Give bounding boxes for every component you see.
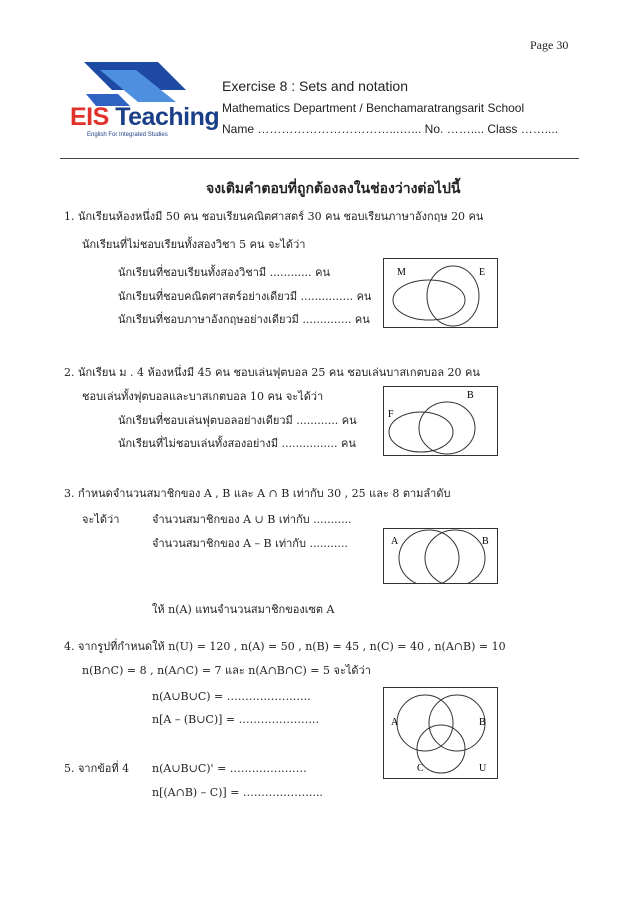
logo-swoosh-icon xyxy=(84,62,186,106)
q2-answer-football-only: นักเรียนที่ชอบเล่นฟุตบอลอย่างเดียวมี ............ คน xyxy=(118,414,357,427)
q3-venn-label-b: B xyxy=(482,536,489,547)
q1-answer-english-only: นักเรียนที่ชอบภาษาอังกฤษอย่างเดียวมี .............. คน xyxy=(118,313,370,326)
q3-venn-set-a xyxy=(399,530,459,584)
q1-venn-label-e: E xyxy=(479,267,486,278)
q4-venn-set-c xyxy=(417,725,465,773)
q2-line2: ชอบเล่นทั้งฟุตบอลและบาสเกตบอล 10 คน จะได้ว่า xyxy=(82,390,324,403)
q3-lead: จะได้ว่า xyxy=(82,513,120,526)
q2-venn-diagram xyxy=(383,386,498,456)
q3-answer-union: จำนวนสมาชิกของ A ∪ B เท่ากับ ........... xyxy=(152,513,352,526)
q4-venn-diagram xyxy=(383,687,498,779)
q4-line1: 4. จากรูปที่กำหนดให้ n(U) = 120 , n(A) = 50 , n(B) = 45 , n(C) = 40 , n(A∩B) = 10 xyxy=(64,640,506,653)
q1-venn-diagram xyxy=(383,258,498,328)
q3-venn-diagram xyxy=(383,528,498,584)
q1-venn-label-m: M xyxy=(397,267,406,278)
q4-venn-set-a xyxy=(397,695,453,751)
q1-line2: นักเรียนที่ไม่ชอบเรียนทั้งสองวิชา 5 คน จะได้ว่า xyxy=(82,238,306,251)
q4-answer-a-minus: n[A – (B∪C)] = …………………. xyxy=(152,713,320,726)
q5-answer-complement: n(A∪B∪C)' = ………………… xyxy=(152,762,307,775)
q4-venn-set-b xyxy=(429,695,485,751)
page-number: Page 30 xyxy=(530,38,569,52)
q3-line1: 3. กำหนดจำนวนสมาชิกของ A , B และ A ∩ B เท่ากับ 30 , 25 และ 8 ตามลำดับ xyxy=(64,487,451,500)
logo-tagline: English For Integrated Studies xyxy=(87,132,168,138)
logo-wordmark-teaching: Teaching xyxy=(108,103,220,131)
q5-answer-intersection-minus-c: n[(A∩B) – C)] = ……………….... xyxy=(152,786,323,799)
q1-answer-math-only: นักเรียนที่ชอบคณิตศาสตร์อย่างเดียวมี ............... คน xyxy=(118,290,372,303)
q2-line1: 2. นักเรียน ม . 4 ห้องหนึ่งมี 45 คน ชอบเล่นฟุตบอล 25 คน ชอบเล่นบาสเกตบอล 20 คน xyxy=(64,366,480,379)
q4-venn-label-c: C xyxy=(417,763,424,774)
exercise-title: Exercise 8 : Sets and notation xyxy=(222,78,408,94)
logo-wordmark xyxy=(70,103,219,132)
department-line: Mathematics Department / Benchamaratrangsarit School xyxy=(222,101,525,115)
q1-venn-set-m xyxy=(393,280,465,320)
header-divider xyxy=(60,158,579,159)
logo-wordmark-eis: EIS xyxy=(70,103,109,131)
q4-venn-label-b: B xyxy=(479,717,486,728)
q2-venn-label-f: F xyxy=(388,409,394,420)
q3-venn-set-b xyxy=(425,530,485,584)
q5-lead: 5. จากข้อที่ 4 xyxy=(64,762,130,775)
q1-line1: 1. นักเรียนห้องหนึ่งมี 50 คน ชอบเรียนคณิตศาสตร์ 30 คน ชอบเรียนภาษาอังกฤษ 20 คน xyxy=(64,210,484,223)
q2-venn-label-b: B xyxy=(467,390,474,401)
q1-venn-set-e xyxy=(427,266,479,326)
q3-answer-difference: จำนวนสมาชิกของ A – B เท่ากับ ........... xyxy=(152,537,348,550)
name-no-class-line: Name ……………………………...…... No. …….... Class …….... xyxy=(222,122,559,136)
q4-venn-label-a: A xyxy=(391,717,399,728)
q4-answer-union: n(A∪B∪C) = ……………….…. xyxy=(152,690,311,703)
instruction-heading: จงเติมคำตอบที่ถูกต้องลงในช่องว่างต่อไปนี้ xyxy=(206,181,461,197)
q4-venn-label-u: U xyxy=(479,763,487,774)
q3-note: ให้ n(A) แทนจำนวนสมาชิกของเซต A xyxy=(152,603,335,616)
q2-answer-neither: นักเรียนที่ไม่ชอบเล่นทั้งสองอย่างมี ................ คน xyxy=(118,437,356,450)
q4-line2: n(B∩C) = 8 , n(A∩C) = 7 และ n(A∩B∩C) = 5 จะได้ว่า xyxy=(82,664,371,677)
q3-venn-label-a: A xyxy=(391,536,399,547)
q2-venn-set-b xyxy=(419,402,475,454)
q1-answer-both: นักเรียนที่ชอบเรียนทั้งสองวิชามี ............ คน xyxy=(118,266,330,279)
